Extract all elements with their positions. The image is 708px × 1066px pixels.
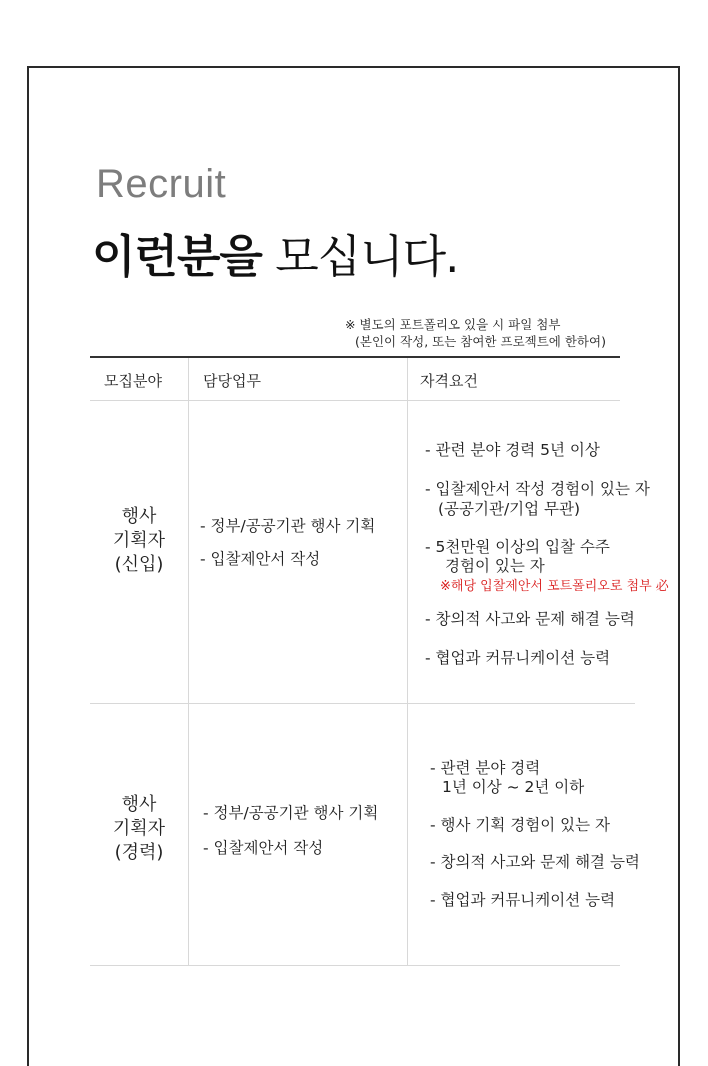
requirement-item: - 5천만원 이상의 입찰 수주: [425, 538, 610, 556]
role-experienced: [90, 793, 188, 865]
requirement-item: - 입찰제안서 작성 경험이 있는 자: [425, 480, 650, 498]
table-bottom-rule: [90, 965, 620, 966]
table-top-rule: [90, 356, 620, 358]
requirement-item: - 협업과 커뮤니케이션 능력: [425, 649, 611, 667]
role-entry-level: [90, 505, 188, 577]
duty-item: - 정부/공공기관 행사 기획: [200, 517, 376, 535]
requirement-item: - 관련 분야 경력: [430, 759, 541, 777]
header-qualifications: 자격요건: [420, 372, 478, 390]
duty-item: - 입찰제안서 작성: [200, 550, 321, 568]
title-korean-regular: 모십니다.: [275, 230, 459, 283]
requirement-item-sub: (공공기관/기업 무관): [438, 500, 581, 518]
requirement-item: - 창의적 사고와 문제 해결 능력: [430, 853, 640, 871]
portfolio-note: ※ 별도의 포트폴리오 있을 시 파일 첨부: [345, 317, 561, 332]
requirement-item: - 창의적 사고와 문제 해결 능력: [425, 610, 635, 628]
title-korean: [92, 220, 458, 285]
table-row-divider: [90, 703, 635, 704]
column-divider-2: [407, 358, 408, 965]
requirement-item: - 협업과 커뮤니케이션 능력: [430, 891, 616, 909]
table-header-divider: [90, 400, 620, 401]
requirement-item-sub: 1년 이상 ~ 2년 이하: [442, 778, 585, 796]
role-label-line: 기획자: [112, 530, 166, 551]
header-recruit-field: 모집분야: [104, 372, 162, 390]
title-korean-bold: 이런분을: [92, 230, 262, 283]
requirement-item: - 관련 분야 경력 5년 이상: [425, 441, 600, 459]
role-label-line: 행사: [121, 506, 157, 527]
portfolio-attachment-required: ※해당 입찰제안서 포트폴리오로 첨부 必: [440, 579, 669, 594]
title-english: Recruit: [96, 162, 227, 206]
role-label-line: 기획자: [112, 818, 166, 839]
column-divider-1: [188, 358, 189, 965]
role-label-line: 행사: [121, 794, 157, 815]
portfolio-note-condition: (본인이 작성, 또는 참여한 프로젝트에 한하여): [355, 334, 606, 349]
duty-item: - 정부/공공기관 행사 기획: [203, 804, 379, 822]
role-label-line: (신입): [114, 554, 164, 575]
role-label-line: (경력): [114, 842, 164, 863]
requirement-item-sub: 경험이 있는 자: [445, 557, 545, 575]
header-duties: 담당업무: [203, 372, 261, 390]
requirement-item: - 행사 기획 경험이 있는 자: [430, 816, 610, 834]
duty-item: - 입찰제안서 작성: [203, 839, 324, 857]
